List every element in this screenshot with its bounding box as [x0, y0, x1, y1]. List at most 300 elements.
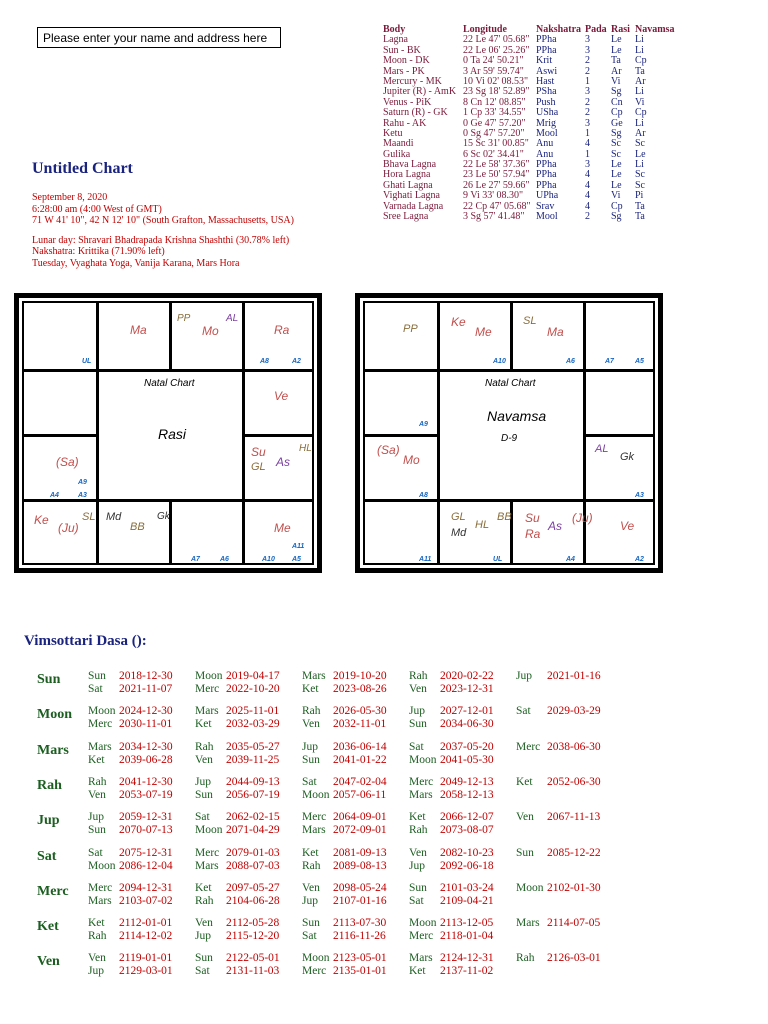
dasa-sub-planet: Ket [302, 683, 319, 695]
dasa-sub-date: 2037-05-20 [440, 740, 494, 753]
navamsa-center-top: Natal Chart [485, 378, 536, 389]
dasa-sub-date: 2112-05-28 [226, 917, 280, 930]
dasa-sub-planet: Jup [195, 930, 211, 943]
dasa-sub-date: 2082-10-23 [440, 846, 494, 859]
rasi-arudha-a3: A3 [78, 492, 87, 499]
planet-body: Hora Lagna [383, 169, 431, 181]
planet-longitude: 0 Ge 47' 57.20" [463, 117, 526, 129]
planet-body: Mercury - MK [383, 75, 442, 87]
planet-rasi: Le [611, 179, 622, 191]
dasa-sub-planet: Rah [409, 670, 428, 682]
planet-rasi: Le [611, 159, 622, 171]
planet-pada: 2 [585, 96, 590, 108]
navamsa-planet-md: Md [451, 527, 467, 539]
planet-nakshatra: PPha [536, 44, 557, 56]
planet-navamsa: Sc [635, 138, 645, 150]
lunar-day: Lunar day: Shravari Bhadrapada Krishna Shashthi (30.78% left) [32, 234, 290, 246]
navamsa-planet-ke: Ke [451, 315, 466, 329]
dasa-sub-date: 2109-04-21 [440, 894, 494, 907]
rasi-arudha-a5: A5 [292, 556, 301, 563]
planet-longitude: 0 Sg 47' 57.20" [463, 127, 525, 139]
navamsa-chart [355, 293, 663, 573]
dasa-sub-planet: Ven [88, 952, 106, 965]
planet-navamsa: Ta [635, 65, 645, 77]
planet-longitude: 22 Cp 47' 05.68" [463, 200, 531, 212]
dasa-sub-planet: Rah [88, 930, 107, 943]
dasa-sub-date: 2073-08-07 [440, 824, 494, 837]
dasa-sub-date: 2062-02-15 [226, 811, 280, 824]
dasa-sub-date: 2114-12-02 [119, 930, 173, 943]
planet-pada: 4 [585, 169, 590, 181]
dasa-sub-planet: Ven [302, 718, 320, 731]
navamsa-planet-mo: Mo [403, 453, 420, 467]
dasa-sub-planet: Ven [195, 753, 213, 766]
dasa-sub-planet: Sun [409, 881, 427, 894]
dasa-sub-planet: Sat [88, 846, 103, 859]
planet-nakshatra: Mool [536, 127, 558, 139]
planet-navamsa: Cp [635, 107, 647, 119]
dasa-sub-date: 2035-05-27 [226, 740, 280, 753]
dasa-sub-date: 2088-07-03 [226, 859, 280, 872]
dasa-sub-planet: Ven [88, 788, 106, 801]
navamsa-planet-ma: Ma [547, 325, 564, 339]
planet-longitude: 8 Cn 12' 08.85" [463, 96, 526, 108]
dasa-sub-date: 2021-11-07 [119, 683, 173, 695]
planet-pada: 1 [585, 148, 590, 160]
dasa-sub-planet: Merc [195, 683, 220, 695]
navamsa-planet-ra: Ra [525, 527, 541, 541]
planet-rasi: Sg [611, 86, 622, 98]
dasa-sub-planet: Merc [88, 881, 113, 894]
dasa-sub-planet: Ven [409, 846, 427, 859]
dasa-sub-planet: Mars [195, 705, 219, 718]
rasi-planet-su: Su [251, 445, 266, 459]
dasa-sub-planet: Ket [195, 881, 212, 894]
dasa-sub-date: 2085-12-22 [547, 846, 601, 859]
planet-pada: 3 [585, 159, 590, 171]
dasa-sub-planet: Sat [302, 775, 317, 788]
dasa-sub-planet: Rah [195, 894, 214, 907]
birth-date: September 8, 2020 [32, 192, 108, 203]
dasa-maha-rah: Rah [37, 777, 62, 793]
navamsa-arudha-a7: A7 [605, 358, 614, 365]
dasa-sub-date: 2122-05-01 [226, 952, 280, 965]
planet-navamsa: Li [635, 159, 644, 171]
rasi-planet-md: Md [106, 511, 122, 523]
planet-longitude: 22 Le 06' 25.26" [463, 44, 530, 56]
rasi-planet-sa: (Sa) [56, 455, 79, 469]
navamsa-planet-gk: Gk [620, 451, 635, 463]
navamsa-planet-su: Su [525, 511, 540, 525]
dasa-sub-planet: Ket [302, 846, 319, 859]
planet-body: Rahu - AK [383, 117, 427, 129]
dasa-maha-moon: Moon [37, 707, 72, 723]
rasi-arudha-a10: A10 [262, 556, 275, 563]
dasa-title: Vimsottari Dasa (): [24, 633, 147, 649]
rasi-planet-me: Me [274, 521, 291, 535]
planet-rasi: Sg [611, 127, 622, 139]
dasa-sub-date: 2052-06-30 [547, 775, 601, 788]
dasa-sub-planet: Sun [88, 670, 106, 682]
navamsa-arudha-a10: A10 [493, 358, 506, 365]
planet-pada: 1 [585, 127, 590, 139]
dasa-sub-date: 2029-03-29 [547, 705, 601, 718]
header-rasi: Rasi [611, 24, 630, 35]
dasa-sub-planet: Ven [409, 683, 427, 695]
dasa-sub-planet: Sat [88, 683, 103, 695]
navamsa-planet-ve: Ve [620, 519, 635, 533]
dasa-sub-date: 2119-01-01 [119, 952, 173, 965]
dasa-sub-date: 2034-06-30 [440, 718, 494, 731]
dasa-sub-date: 2032-11-01 [333, 718, 387, 731]
dasa-sub-date: 2047-02-04 [333, 775, 387, 788]
navamsa-planet-hl: HL [475, 519, 490, 531]
navamsa-planet-ju: (Ju) [572, 511, 593, 525]
planet-navamsa: Cp [635, 55, 647, 67]
planet-pada: 3 [585, 117, 590, 129]
dasa-sub-planet: Rah [516, 952, 535, 965]
dasa-sub-planet: Sat [195, 811, 210, 824]
navamsa-planet-al: AL [595, 443, 609, 455]
dasa-sub-date: 2102-01-30 [547, 881, 601, 894]
planet-rasi: Le [611, 169, 622, 181]
planet-body: Lagna [383, 34, 408, 46]
navamsa-planet-sa: (Sa) [377, 443, 400, 457]
planet-longitude: 9 Vi 33' 08.30" [463, 190, 524, 202]
rasi-planet-ju: (Ju) [58, 521, 79, 535]
header-nakshatra: Nakshatra [536, 24, 582, 35]
dasa-sub-planet: Rah [195, 740, 214, 753]
header-longitude: Longitude [463, 24, 507, 35]
dasa-sub-date: 2018-12-30 [119, 670, 173, 682]
rasi-planet-sl: SL [82, 511, 96, 523]
planet-body: Gulika [383, 148, 411, 160]
planet-rasi: Le [611, 44, 622, 56]
dasa-sub-date: 2129-03-01 [119, 965, 173, 978]
chart-title: Untitled Chart [32, 160, 133, 177]
planet-navamsa: Vi [635, 96, 645, 108]
planet-longitude: 6 Sc 02' 34.41" [463, 148, 524, 160]
dasa-sub-planet: Sat [409, 894, 424, 907]
dasa-sub-planet: Merc [302, 965, 327, 978]
dasa-sub-date: 2079-01-03 [226, 846, 280, 859]
dasa-sub-date: 2034-12-30 [119, 740, 173, 753]
dasa-sub-planet: Merc [88, 718, 113, 731]
planet-longitude: 22 Le 58' 37.36" [463, 159, 530, 171]
dasa-sub-planet: Jup [302, 894, 318, 907]
dasa-sub-date: 2041-12-30 [119, 775, 173, 788]
dasa-sub-planet: Mars [195, 859, 219, 872]
dasa-sub-planet: Sat [409, 740, 424, 753]
dasa-sub-date: 2113-12-05 [440, 917, 494, 930]
dasa-sub-date: 2071-04-29 [226, 824, 280, 837]
planet-navamsa: Ar [635, 75, 646, 87]
dasa-sub-date: 2075-12-31 [119, 846, 173, 859]
nakshatra: Nakshatra: Krittika (71.90% left) [32, 246, 165, 257]
dasa-sub-planet: Sat [516, 705, 531, 718]
planet-nakshatra: Hast [536, 75, 555, 87]
rasi-planet-pp: PP [177, 313, 191, 324]
dasa-sub-date: 2092-06-18 [440, 859, 494, 872]
dasa-maha-ket: Ket [37, 919, 59, 935]
dasa-sub-planet: Jup [409, 705, 425, 718]
dasa-sub-planet: Merc [195, 846, 220, 859]
planet-longitude: 23 Le 50' 57.94" [463, 169, 530, 181]
dasa-sub-planet: Sun [195, 952, 213, 965]
dasa-sub-planet: Moon [88, 705, 116, 718]
navamsa-arudha-a6: A6 [566, 358, 575, 365]
dasa-sub-date: 2053-07-19 [119, 788, 173, 801]
planet-body: Vighati Lagna [383, 190, 440, 202]
planet-nakshatra: PPha [536, 34, 557, 46]
rasi-arudha-a8: A8 [260, 358, 269, 365]
planet-navamsa: Sc [635, 169, 645, 181]
dasa-sub-date: 2115-12-20 [226, 930, 280, 943]
dasa-sub-date: 2114-07-05 [547, 917, 601, 930]
planet-nakshatra: Srav [536, 200, 555, 212]
dasa-sub-date: 2021-01-16 [547, 670, 601, 682]
dasa-sub-planet: Sun [302, 917, 320, 930]
rasi-center-name: Rasi [158, 426, 187, 442]
planet-rasi: Ar [611, 65, 622, 77]
name-address-box[interactable]: Please enter your name and address here [37, 27, 281, 48]
navamsa-center-sub: D-9 [501, 433, 518, 444]
rasi-planet-gk: Gk [157, 511, 170, 522]
planet-rasi: Le [611, 34, 622, 46]
dasa-sub-date: 2019-04-17 [226, 670, 280, 682]
dasa-sub-planet: Jup [88, 811, 104, 824]
dasa-maha-jup: Jup [37, 813, 60, 829]
planet-rasi: Ta [611, 55, 621, 67]
dasa-sub-planet: Jup [409, 859, 425, 872]
dasa-sub-planet: Sun [88, 824, 106, 837]
dasa-sub-date: 2101-03-24 [440, 881, 494, 894]
dasa-sub-planet: Moon [88, 859, 116, 872]
dasa-sub-planet: Mars [88, 740, 112, 753]
dasa-sub-date: 2039-11-25 [226, 753, 280, 766]
navamsa-arudha-a2: A2 [635, 556, 644, 563]
planet-rasi: Cn [611, 96, 623, 108]
planet-body: Mars - PK [383, 65, 425, 77]
planet-pada: 4 [585, 138, 590, 150]
planet-longitude: 10 Vi 02' 08.53" [463, 75, 529, 87]
rasi-planet-ma: Ma [130, 323, 147, 337]
dasa-sub-date: 2024-12-30 [119, 705, 173, 718]
dasa-sub-date: 2094-12-31 [119, 881, 173, 894]
dasa-sub-planet: Ket [409, 965, 426, 978]
planet-longitude: 3 Ar 59' 59.74" [463, 65, 524, 77]
planet-longitude: 0 Ta 24' 50.21" [463, 55, 524, 67]
dasa-sub-planet: Ket [88, 917, 105, 930]
dasa-sub-planet: Rah [302, 705, 321, 718]
dasa-sub-date: 2137-11-02 [440, 965, 494, 978]
rasi-planet-ke: Ke [34, 513, 49, 527]
navamsa-arudha-a11: A11 [419, 556, 432, 563]
planet-rasi: Cp [611, 107, 623, 119]
planet-pada: 3 [585, 44, 590, 56]
navamsa-arudha-a4: A4 [566, 556, 575, 563]
planet-pada: 4 [585, 190, 590, 202]
navamsa-arudha-a3: A3 [635, 492, 644, 499]
planet-nakshatra: USha [536, 107, 559, 119]
rasi-arudha-a2: A2 [292, 358, 301, 365]
dasa-sub-date: 2044-09-13 [226, 775, 280, 788]
dasa-sub-planet: Ket [516, 775, 533, 788]
dasa-sub-planet: Moon [516, 881, 544, 894]
dasa-sub-date: 2089-08-13 [333, 859, 387, 872]
planet-navamsa: Li [635, 44, 644, 56]
planet-pada: 1 [585, 75, 590, 87]
weekday-yoga: Tuesday, Vyaghata Yoga, Vanija Karana, Mars Hora [32, 257, 240, 269]
planet-rasi: Ge [611, 117, 623, 129]
dasa-sub-date: 2039-06-28 [119, 753, 173, 766]
planet-nakshatra: Krit [536, 55, 553, 67]
rasi-arudha-ul: UL [82, 358, 92, 365]
planet-navamsa: Pi [635, 190, 644, 202]
dasa-maha-sun: Sun [37, 672, 61, 687]
dasa-sub-planet: Merc [302, 811, 327, 824]
dasa-sub-date: 2118-01-04 [440, 930, 494, 943]
dasa-sub-date: 2041-01-22 [333, 753, 387, 766]
dasa-sub-date: 2135-01-01 [333, 965, 387, 978]
dasa-sub-planet: Jup [302, 740, 318, 753]
planet-navamsa: Li [635, 34, 644, 46]
planet-navamsa: Li [635, 117, 644, 129]
planet-rasi: Vi [611, 75, 621, 87]
planet-rasi: Cp [611, 200, 623, 212]
rasi-arudha-a7: A7 [191, 556, 200, 563]
navamsa-center-name: Navamsa [487, 408, 547, 424]
planet-navamsa: Le [635, 148, 646, 160]
rasi-planet-gl: GL [251, 461, 266, 473]
navamsa-arudha-a9: A9 [419, 421, 428, 428]
dasa-sub-date: 2064-09-01 [333, 811, 387, 824]
dasa-maha-sat: Sat [37, 848, 57, 864]
planet-nakshatra: PPha [536, 179, 557, 191]
planet-nakshatra: Push [536, 96, 556, 108]
dasa-sub-date: 2123-05-01 [333, 952, 387, 965]
dasa-sub-planet: Moon [302, 788, 330, 801]
dasa-sub-planet: Mars [409, 788, 433, 801]
dasa-sub-date: 2057-06-11 [333, 788, 387, 801]
navamsa-arudha-a8: A8 [419, 492, 428, 499]
dasa-maha-ven: Ven [37, 954, 60, 970]
dasa-sub-planet: Merc [409, 930, 434, 943]
planet-longitude: 1 Cp 33' 34.55" [463, 107, 526, 119]
dasa-sub-planet: Ven [195, 917, 213, 930]
planet-pada: 3 [585, 34, 590, 46]
planet-nakshatra: PPha [536, 159, 557, 171]
dasa-sub-date: 2112-01-01 [119, 917, 173, 930]
rasi-planet-ra: Ra [274, 323, 290, 337]
planet-navamsa: Ta [635, 200, 645, 212]
dasa-sub-planet: Moon [195, 670, 223, 682]
dasa-sub-planet: Merc [409, 775, 434, 788]
dasa-sub-date: 2023-12-31 [440, 683, 494, 695]
planet-nakshatra: Anu [536, 148, 554, 160]
dasa-sub-date: 2027-12-01 [440, 705, 494, 718]
dasa-sub-planet: Merc [516, 740, 541, 753]
dasa-sub-date: 2131-11-03 [226, 965, 280, 978]
rasi-arudha-a9: A9 [78, 479, 87, 486]
header-navamsa: Navamsa [635, 24, 675, 35]
dasa-sub-planet: Mars [302, 670, 326, 682]
birth-place: 71 W 41' 10", 42 N 12' 10" (South Grafton, Massachusetts, USA) [32, 215, 294, 226]
dasa-sub-planet: Mars [302, 824, 326, 837]
planet-nakshatra: Aswi [536, 65, 558, 77]
dasa-sub-date: 2036-06-14 [333, 740, 387, 753]
dasa-sub-date: 2067-11-13 [547, 811, 601, 824]
planet-longitude: 15 Sc 31' 00.85" [463, 138, 529, 150]
rasi-arudha-a4: A4 [50, 492, 59, 499]
dasa-sub-planet: Sat [195, 965, 210, 978]
header-pada: Pada [585, 24, 607, 35]
dasa-sub-date: 2072-09-01 [333, 824, 387, 837]
dasa-sub-planet: Ven [516, 811, 534, 824]
dasa-sub-planet: Sun [409, 718, 427, 731]
planet-body: Saturn (R) - GK [383, 107, 448, 119]
dasa-sub-planet: Jup [195, 775, 211, 788]
planet-longitude: 23 Sg 18' 52.89" [463, 86, 530, 98]
dasa-sub-planet: Moon [302, 952, 330, 965]
planet-pada: 2 [585, 65, 590, 77]
dasa-sub-date: 2020-02-22 [440, 670, 494, 682]
rasi-center-top: Natal Chart [144, 378, 195, 389]
rasi-arudha-a6: A6 [220, 556, 229, 563]
planet-body: Jupiter (R) - AmK [383, 86, 457, 98]
planet-pada: 2 [585, 107, 590, 119]
planet-nakshatra: PSha [536, 86, 557, 98]
planet-body: Venus - PiK [383, 96, 432, 108]
rasi-planet-ve: Ve [274, 389, 289, 403]
dasa-sub-date: 2019-10-20 [333, 670, 387, 682]
planet-rasi: Vi [611, 190, 621, 202]
rasi-planet-as: As [276, 455, 291, 469]
dasa-sub-planet: Ket [88, 753, 105, 766]
navamsa-planet-gl: GL [451, 511, 466, 523]
planet-body: Ghati Lagna [383, 179, 433, 191]
dasa-sub-date: 2038-06-30 [547, 740, 601, 753]
dasa-sub-date: 2116-11-26 [333, 930, 386, 943]
dasa-sub-date: 2124-12-31 [440, 952, 494, 965]
planet-rasi: Sg [611, 211, 622, 223]
navamsa-planet-sl: SL [523, 315, 537, 327]
navamsa-planet-pp: PP [403, 323, 418, 335]
dasa-sub-date: 2104-06-28 [226, 894, 280, 907]
dasa-sub-planet: Moon [195, 824, 223, 837]
planet-body: Moon - DK [383, 55, 430, 67]
dasa-sub-date: 2070-07-13 [119, 824, 173, 837]
planet-longitude: 22 Le 47' 05.68" [463, 34, 530, 46]
rasi-planet-mo: Mo [202, 324, 219, 338]
dasa-sub-date: 2058-12-13 [440, 788, 494, 801]
planet-longitude: 3 Sg 57' 41.48" [463, 211, 525, 223]
dasa-sub-date: 2066-12-07 [440, 811, 494, 824]
dasa-sub-date: 2103-07-02 [119, 894, 173, 907]
planet-rasi: Sc [611, 148, 621, 160]
navamsa-arudha-a5: A5 [635, 358, 644, 365]
dasa-sub-date: 2056-07-19 [226, 788, 280, 801]
dasa-sub-planet: Jup [516, 670, 532, 682]
dasa-sub-date: 2059-12-31 [119, 811, 173, 824]
planet-rasi: Sc [611, 138, 621, 150]
planet-nakshatra: Anu [536, 138, 554, 150]
dasa-sub-date: 2022-10-20 [226, 683, 280, 695]
planet-nakshatra: Mool [536, 211, 558, 223]
planet-pada: 4 [585, 179, 590, 191]
dasa-sub-planet: Mars [516, 917, 540, 930]
dasa-sub-date: 2041-05-30 [440, 753, 494, 766]
